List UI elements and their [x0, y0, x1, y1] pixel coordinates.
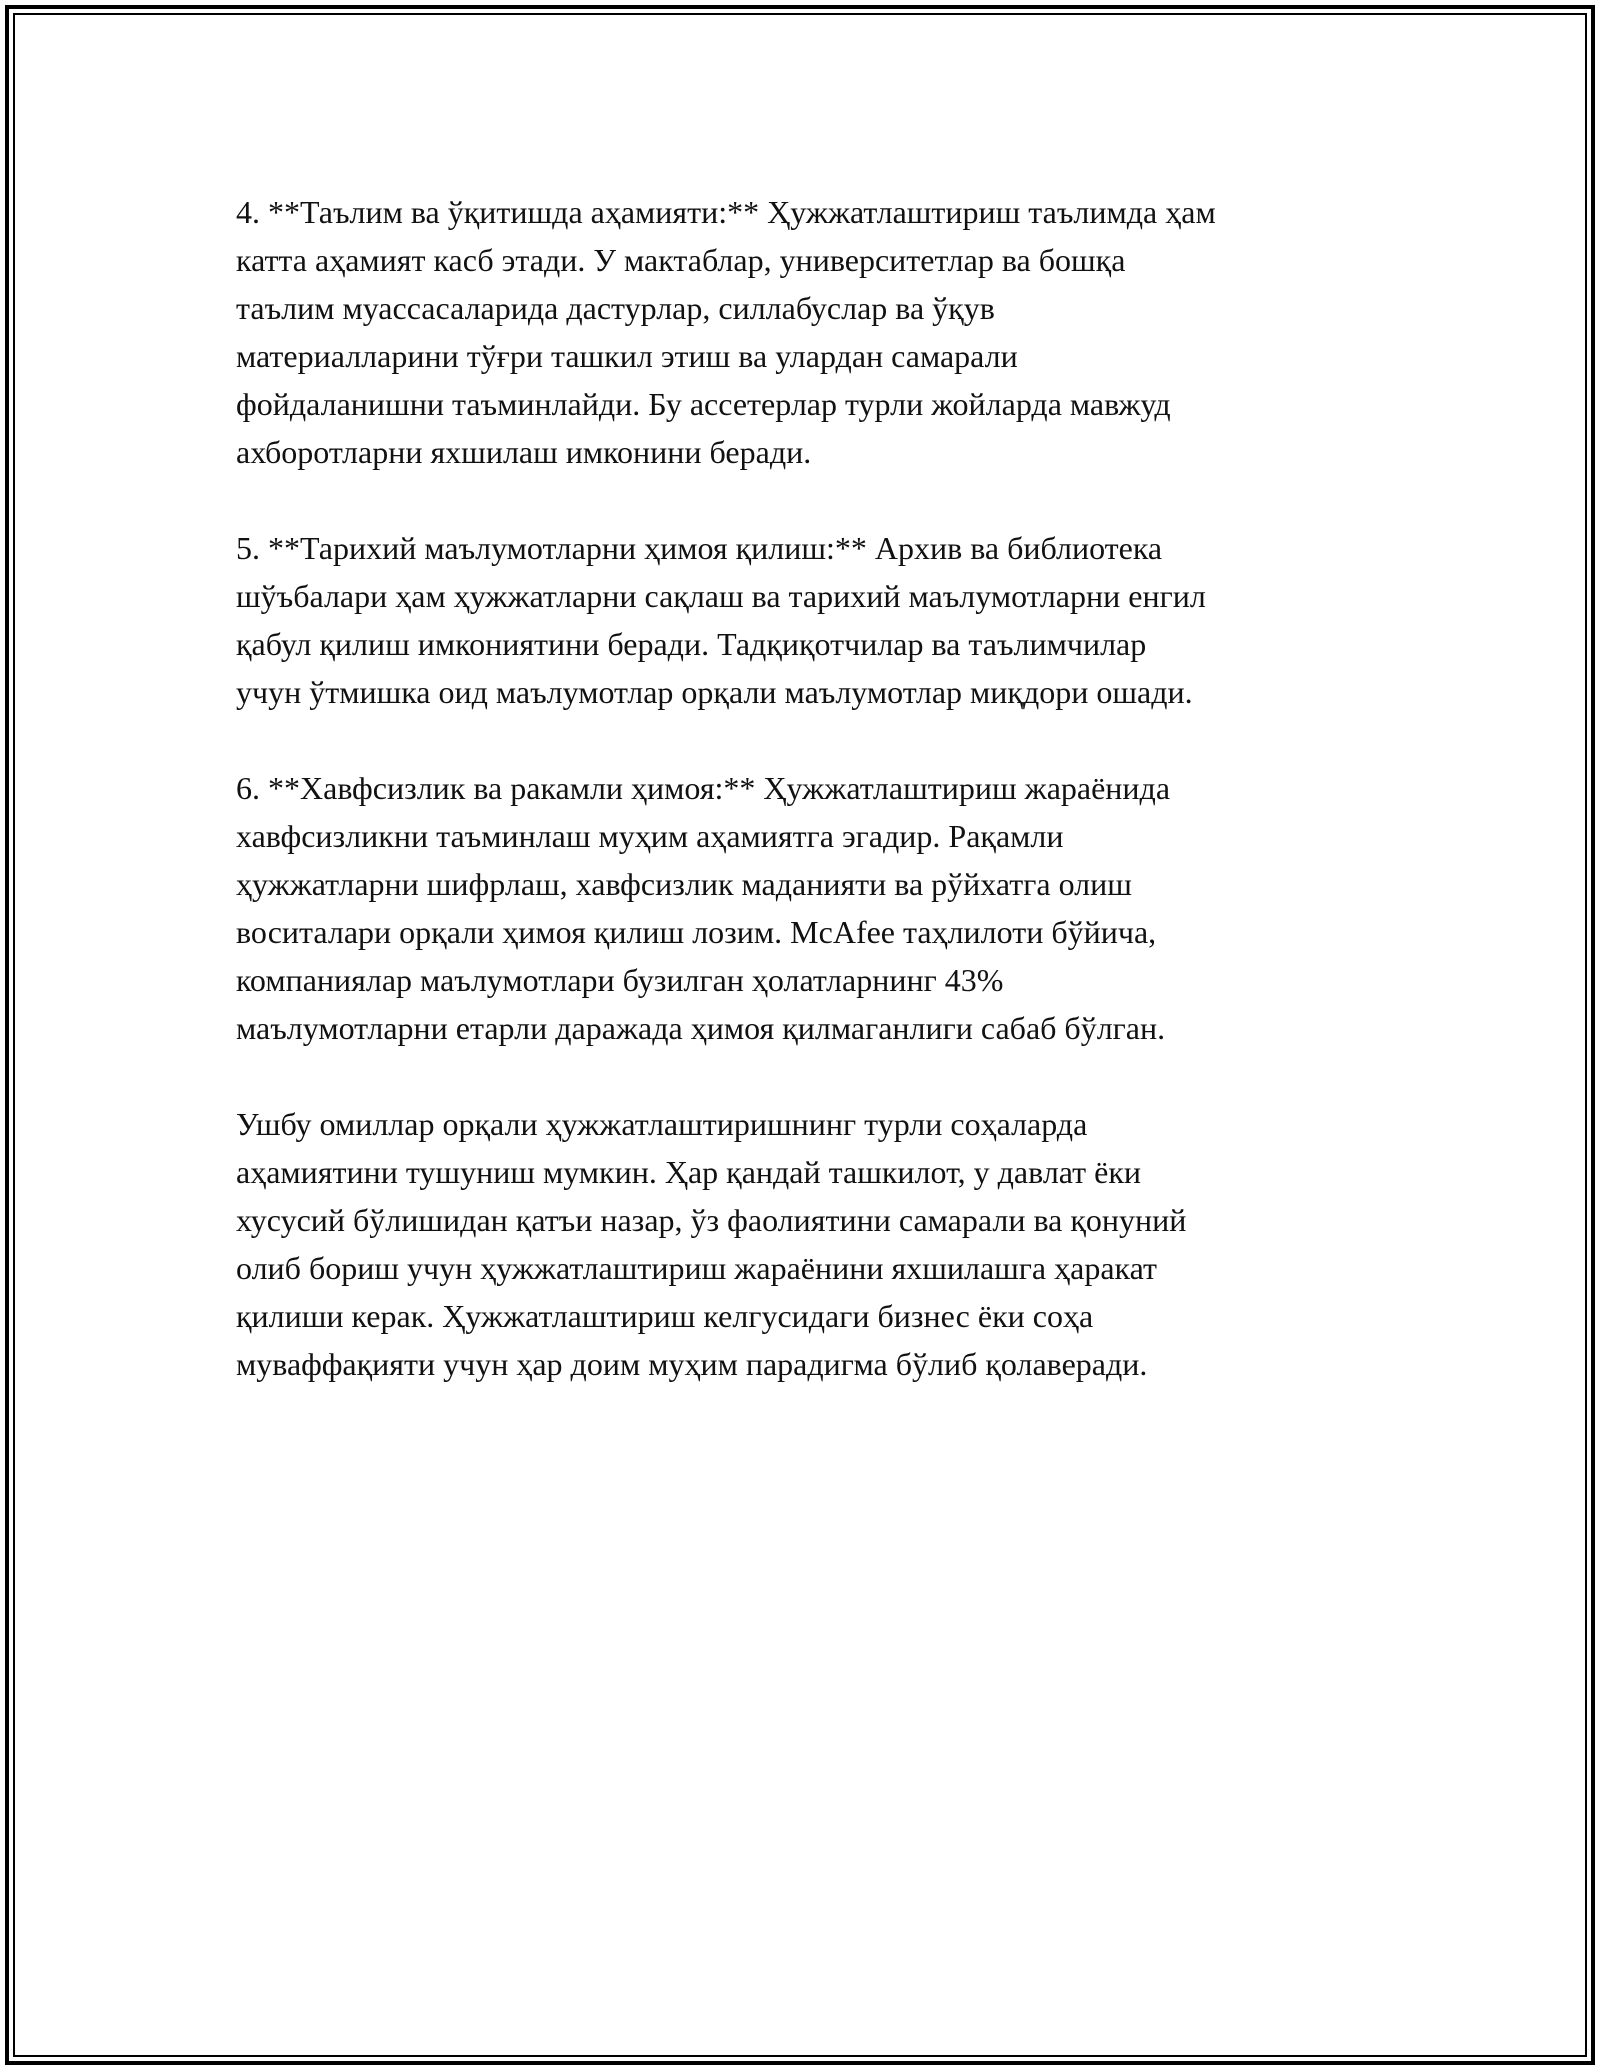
text-line: аҳамиятини тушуниш мумкин. Ҳар қандай ташкилот, у давлат ёки: [236, 1154, 1142, 1190]
text-line: фойдаланишни таъминлайди. Бу ассетерлар турли жойларда мавжуд: [236, 386, 1171, 422]
text-line: шўъбалари ҳам ҳужжатларни сақлаш ва тарихий маълумотларни енгил: [236, 578, 1206, 614]
text-line: хавфсизликни таъминлаш муҳим аҳамиятга эгадир. Рақамли: [236, 818, 1064, 854]
text-line: таълим муассасаларида дастурлар, силлабуслар ва ўқув: [236, 290, 995, 326]
text-line: катта аҳамият касб этади. У мактаблар, университетлар ва бошқа: [236, 242, 1126, 278]
text-line: 6. **Хавфсизлик ва ракамли ҳимоя:** Ҳужжатлаштириш жараёнида: [236, 770, 1171, 806]
text-line: учун ўтмишка оид маълумотлар орқали маълумотлар миқдори ошади.: [236, 674, 1193, 710]
text-line: ҳужжатларни шифрлаш, хавфсизлик маданияти ва рўйхатга олиш: [236, 866, 1132, 902]
paragraph-conclusion: [236, 1100, 1376, 1388]
text-line: қабул қилиш имкониятини беради. Тадқиқотчилар ва таълимчилар: [236, 626, 1147, 662]
paragraph-security: [236, 764, 1376, 1052]
document-body: [236, 188, 1376, 1436]
text-line: қилиши керак. Ҳужжатлаштириш келгусидаги бизнес ёки соҳа: [236, 1298, 1094, 1334]
text-line: муваффақияти учун ҳар доим муҳим парадигма бўлиб қолаверади.: [236, 1346, 1148, 1382]
text-line: Ушбу омиллар орқали ҳужжатлаштиришнинг турли соҳаларда: [236, 1106, 1088, 1142]
paragraph-education: [236, 188, 1376, 476]
paragraph-history: [236, 524, 1376, 716]
text-line: олиб бориш учун ҳужжатлаштириш жараёнини яхшилашга ҳаракат: [236, 1250, 1157, 1286]
text-line: хусусий бўлишидан қатъи назар, ўз фаолиятини самарали ва қонуний: [236, 1202, 1187, 1238]
text-line: маълумотларни етарли даражада ҳимоя қилмаганлиги сабаб бўлган.: [236, 1010, 1166, 1046]
text-line: 4. **Таълим ва ўқитишда аҳамияти:** Ҳужжатлаштириш таълимда ҳам: [236, 194, 1216, 230]
text-line: компаниялар маълумотлари бузилган ҳолатларнинг 43%: [236, 962, 1004, 998]
text-line: 5. **Тарихий маълумотларни ҳимоя қилиш:** Архив ва библиотека: [236, 530, 1163, 566]
text-line: материалларини тўғри ташкил этиш ва улардан самарали: [236, 338, 1018, 374]
text-line: ахборотларни яхшилаш имконини беради.: [236, 434, 812, 470]
text-line: воситалари орқали ҳимоя қилиш лозим. McAfee таҳлилоти бўйича,: [236, 914, 1157, 950]
